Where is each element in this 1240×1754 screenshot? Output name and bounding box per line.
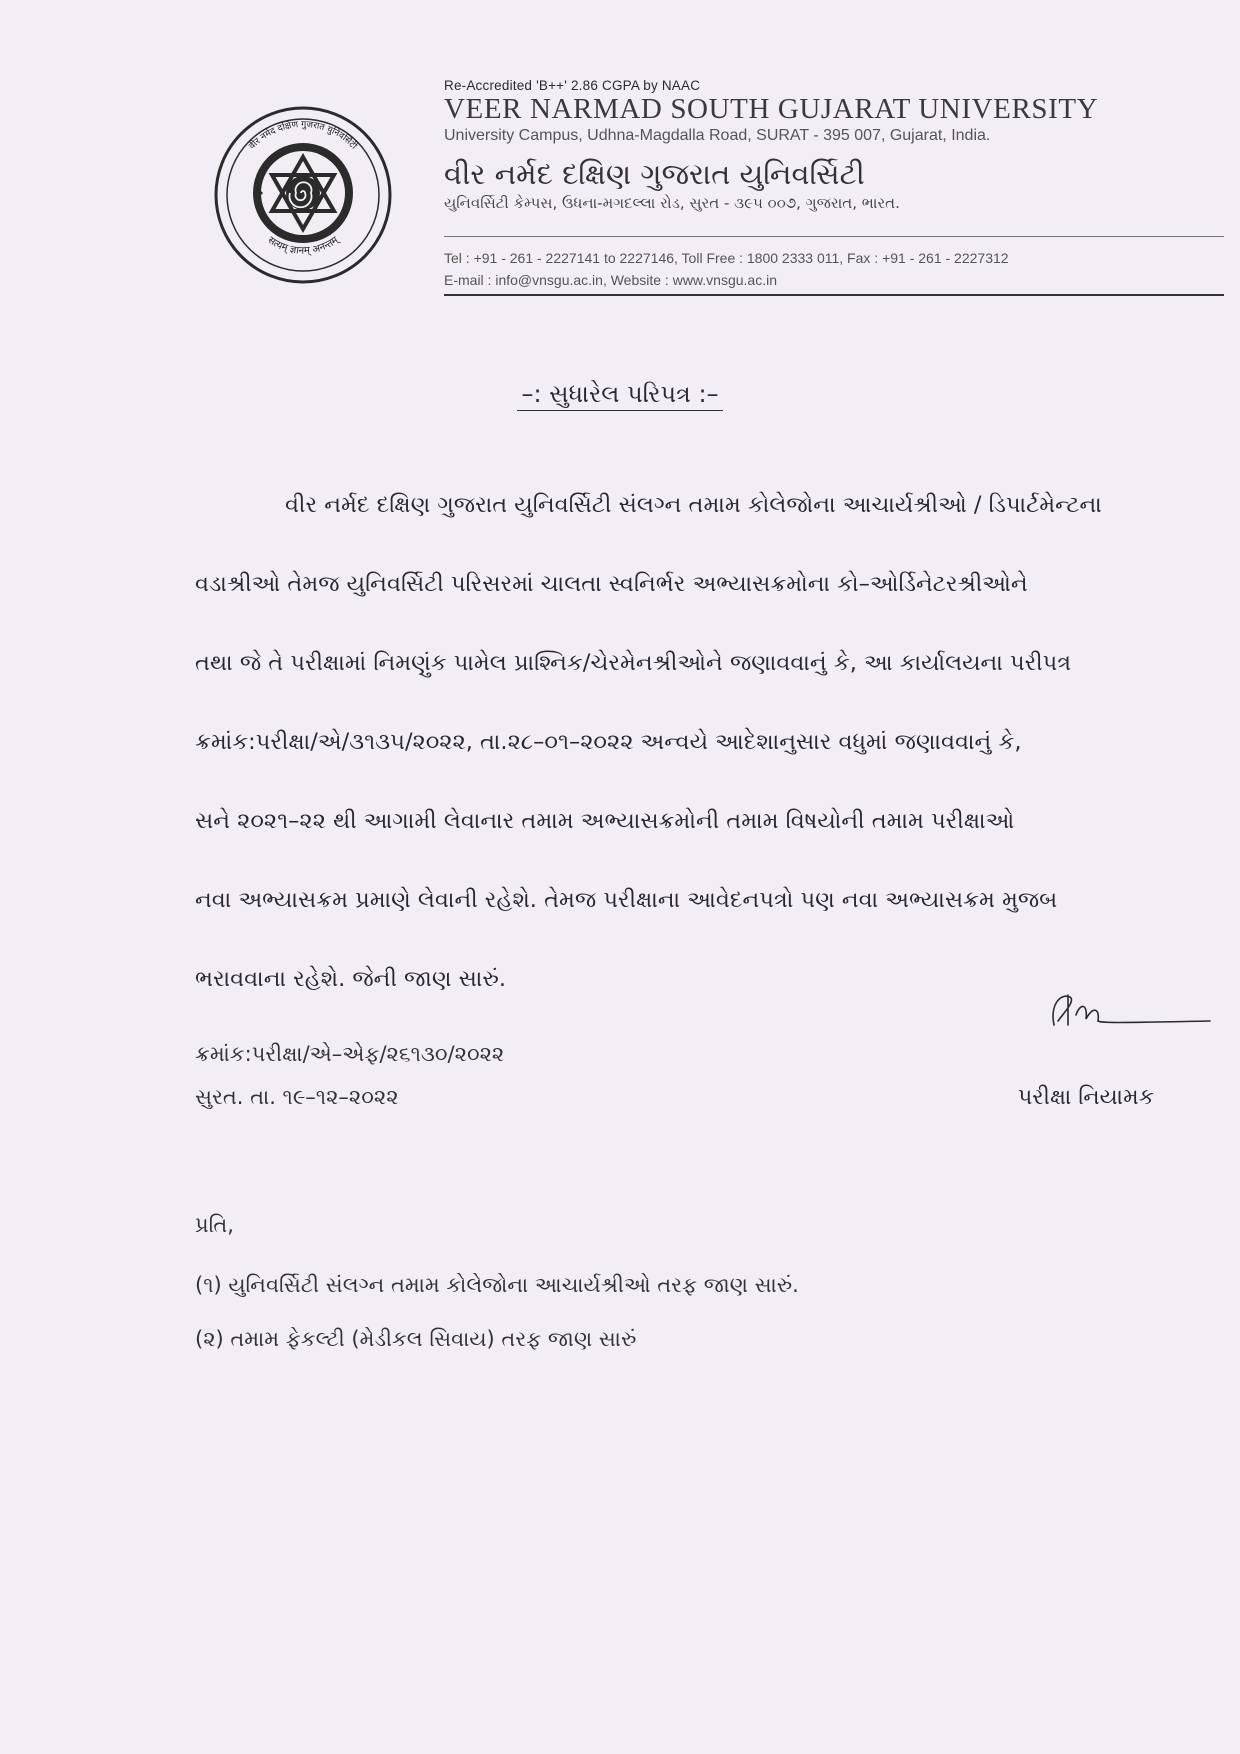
contact-info: [444, 247, 1009, 291]
body-line: ક્રમાંક:પરીક્ષા/એ/૩૧૩૫/૨૦૨૨, તા.૨૮–૦૧–૨૦૨૨ અન્વયે આદેશાનુસાર વધુમાં જણાવવાનું કે,: [195, 729, 1022, 755]
emblem-motto: सत्यम् ज्ञानम् अनन्तम्: [265, 234, 341, 257]
body-line: ભરાવવાના રહેશે. જેની જાણ સારું.: [195, 966, 507, 992]
contact-phone-line: Tel : +91 - 261 - 2227141 to 2227146, Toll Free : 1800 2333 011, Fax : +91 - 261 - 2227312: [444, 250, 1009, 266]
contact-email-line: E-mail : info@vnsgu.ac.in, Website : www.vnsgu.ac.in: [444, 272, 777, 288]
emblem-ring-text: वीर नर्मद दक्षिण गुजरात युनिवर्सिटी: [247, 119, 359, 152]
body-line: વડાશ્રીઓ તેમજ યુનિવર્સિટી પરિસરમાં ચાલતા સ્વનિર્ભર અભ્યાસક્રમોના કો–ઓર્ડિનેટરશ્રીઓને: [195, 571, 1028, 597]
circular-title: –: સુધારેલ પરિપત્ર :–: [0, 380, 1240, 408]
signatory-title: પરીક્ષા નિયામક: [1018, 1085, 1155, 1110]
address-english: University Campus, Udhna-Magdalla Road, SURAT - 395 007, Gujarat, India.: [444, 127, 991, 144]
body-line: વીર નર્મદ દક્ષિણ ગુજરાત યુનિવર્સિટી સંલગ્ન તમામ કોલેજોના આચાર્યશ્રીઓ / ડિપાર્ટમેન્ટના: [285, 492, 1102, 518]
recipients-heading: પ્રતિ,: [195, 1213, 234, 1237]
body-line: સને ૨૦૨૧–૨૨ થી આગામી લેવાનાર તમામ અભ્યાસક્રમોની તમામ વિષયોની તમામ પરીક્ષાઓ: [195, 808, 1015, 834]
university-name-gujarati: વીર નર્મદ દક્ષિણ ગુજરાત યુનિવર્સિટી: [444, 157, 865, 191]
place-date: સુરત. તા. ૧૯–૧૨–૨૦૨૨: [195, 1085, 399, 1109]
recipient-item: (૧) યુનિવર્સિટી સંલગ્ન તમામ કોલેજોના આચાર્યશ્રીઓ તરફ જાણ સારું.: [195, 1273, 799, 1297]
letterhead: [444, 78, 1224, 212]
header-bottom-rule: [444, 294, 1224, 296]
university-emblem-logo: [213, 105, 393, 285]
address-gujarati: યુનિવર્સિટી કેમ્પસ, ઉધના-મગદલ્લા રોડ, સુરત - ૩૯૫ ૦૦૭, ગુજરાત, ભારત.: [444, 194, 900, 212]
header-divider: [444, 236, 1224, 237]
body-line: તથા જે તે પરીક્ષામાં નિમણુંક પામેલ પ્રાશ્નિક/ચેરમેનશ્રીઓને જણાવવાનું કે, આ કાર્યાલયના પરીપત્ર: [195, 650, 1072, 676]
signature-image: [1040, 985, 1220, 1045]
university-name-english: VEER NARMAD SOUTH GUJARAT UNIVERSITY: [444, 93, 1099, 125]
body-line: નવા અભ્યાસક્રમ પ્રમાણે લેવાની રહેશે. તેમજ પરીક્ષાના આવેદનપત્રો પણ નવા અભ્યાસક્રમ મુજબ: [195, 887, 1058, 913]
accreditation-text: Re-Accredited 'B++' 2.86 CGPA by NAAC: [444, 78, 701, 93]
recipient-item: (૨) તમામ ફેકલ્ટી (મેડીકલ સિવાય) તરફ જાણ સારું: [195, 1327, 637, 1351]
reference-number: ક્રમાંક:પરીક્ષા/એ–એફ/૨૬૧૩૦/૨૦૨૨: [195, 1042, 505, 1066]
